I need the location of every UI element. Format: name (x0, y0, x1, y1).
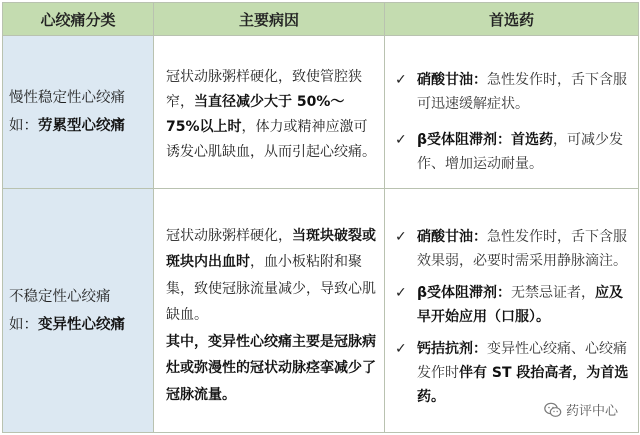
row2-cause-text-1: 冠状动脉粥样硬化， (166, 227, 292, 244)
row1-type-cell (3, 36, 154, 189)
drug-name: β受体阻滞剂 (417, 132, 498, 148)
row2-type-line2 (9, 311, 147, 339)
row1-type-line1: 慢性稳定性心绞痛 (9, 90, 125, 106)
watermark (544, 400, 618, 419)
row2-cause-bold-1: 当斑块破裂或斑块内出血时 (166, 227, 376, 271)
drug-sep: ： (497, 284, 512, 301)
watermark-text: 药评中心 (565, 404, 618, 419)
row1-drug-cell (385, 36, 639, 189)
row2-type-line1: 不稳定性心绞痛 (9, 288, 111, 305)
row1-cause-text-2: ，体力或精神应激可诱发心肌缺血，从而引起心绞痛。 (166, 119, 376, 160)
check-icon: ✓ (395, 284, 407, 301)
check-icon: ✓ (395, 228, 407, 245)
drug-sep: ： (473, 340, 487, 357)
row1-drug-item-1 (385, 68, 638, 116)
row2-drug-item-1 (385, 225, 638, 273)
header-cause: 主要病因 (154, 3, 385, 36)
row2-cause-text-2: ，血小板粘附和聚集，致使冠脉流量减少，导致心肌缺血。 (166, 254, 376, 324)
drug-name: 钙拮抗剂 (417, 340, 473, 357)
row1-type-name: 劳累型心绞痛 (38, 118, 125, 134)
row1-cause-bold-1: 当直径减少大于 50%～75%以上时 (166, 94, 345, 135)
header-drug: 首选药 (385, 3, 639, 36)
drug-name: 硝酸甘油 (417, 72, 473, 88)
drug-desc: 变异性心绞痛、心绞痛发作时 (417, 340, 627, 381)
drug-desc: 急性发作时，舌下含服可迅速缓解症状。 (417, 72, 627, 112)
check-icon: ✓ (395, 132, 407, 148)
row2-cause-cell (154, 189, 385, 433)
row1-cause-cell (154, 36, 385, 189)
drug-sep: ： (497, 132, 512, 148)
check-icon: ✓ (395, 72, 407, 88)
table-header-row (3, 3, 639, 36)
drug-bold-desc: 首选药 (511, 132, 554, 148)
drug-desc: 无禁忌证者， (511, 284, 596, 301)
table-row (3, 189, 639, 433)
row2-type-prefix: 如： (9, 316, 38, 333)
row2-cause-bold-2: 其中，变异性心绞痛主要是冠脉病灶或弥漫性的冠状动脉痉挛减少了冠脉流量。 (166, 333, 376, 403)
header-classification: 心绞痛分类 (3, 3, 154, 36)
row2-drug-item-3 (385, 337, 638, 409)
angina-table (2, 2, 639, 433)
check-icon: ✓ (395, 340, 407, 357)
row2-drug-cell (385, 189, 639, 433)
row2-drug-item-2 (385, 281, 638, 329)
drug-bold-desc: 伴有 ST 段抬高者，为首选药。 (417, 364, 629, 405)
drug-name: 硝酸甘油 (417, 228, 473, 245)
drug-sep: ： (473, 228, 487, 245)
drug-name: β受体阻滞剂 (417, 284, 498, 301)
row1-type-prefix: 如： (9, 118, 38, 134)
row2-type-cell (3, 189, 154, 433)
row1-cause-text-1: 冠状动脉粥样硬化，致使管腔狭窄， (166, 69, 362, 110)
row2-type-name: 变异性心绞痛 (38, 316, 125, 333)
wechat-icon (544, 402, 562, 418)
row1-drug-item-2 (385, 128, 638, 176)
table-row (3, 36, 639, 189)
drug-desc: ，可减少发作、增加运动耐量。 (417, 132, 624, 172)
drug-desc: 急性发作时，舌下含服效果弱，必要时需采用静脉滴注。 (417, 228, 627, 269)
drug-bold-desc: 应及早开始应用（口服）。 (417, 284, 624, 325)
drug-sep: ： (473, 72, 487, 88)
row1-type-line2 (9, 112, 147, 140)
